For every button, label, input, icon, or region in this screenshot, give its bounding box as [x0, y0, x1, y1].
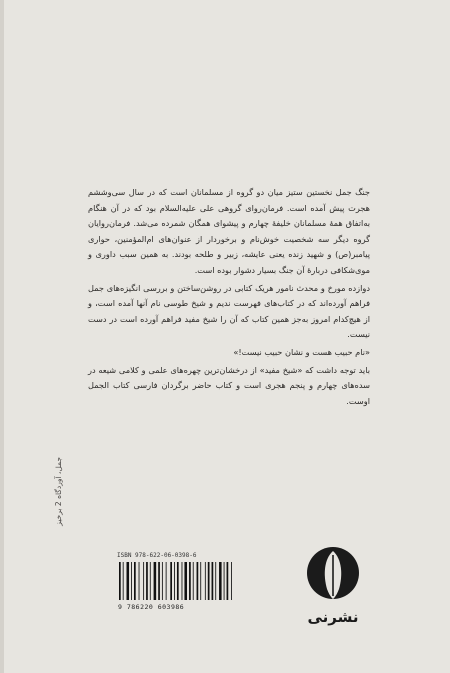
barcode-bar	[182, 562, 183, 600]
barcode-bar	[127, 562, 130, 600]
barcode-bar	[150, 562, 151, 600]
barcode-bar	[119, 562, 121, 600]
barcode-digits: 9 786220 603986	[118, 603, 185, 611]
barcode-bar	[184, 562, 187, 600]
barcode-bar	[166, 562, 167, 600]
barcode-bar	[174, 562, 175, 600]
barcode-bar	[200, 562, 201, 600]
barcode-bar	[227, 562, 229, 600]
barcode-bar	[143, 562, 144, 600]
barcode-bar	[193, 562, 194, 600]
barcode-bar	[224, 562, 225, 600]
barcode-bar	[231, 562, 232, 600]
blurb-paragraph-1: جنگ جمل نخستین ستیز میان دو گروه از مسلمانان است که در سال سی‌وششم هجرت پیش آمده است. فرمان‌روای گروهی علی علیه‌السلام بود که در آن هنگام به‌اتفاق همهٔ مسلمانان خلیفهٔ چهارم و پیشوای همگان شمرده می‌شد. فرمان‌روایان گروه دیگر سه شخصیت خوش‌نام و برخوردار از عنوان‌های ام‌المؤمنین، حواری پیامبر(ص) و شهید زنده یعنی عایشه، زبیر و طلحه بودند. به همین سبب داوری و موی‌شکافی دربارهٔ آن جنگ بسیار دشوار بوده است.	[88, 187, 370, 275]
barcode-bar	[134, 562, 136, 600]
blurb-paragraph-2: دوازده مورخ و محدث نامور هریک کتابی در روشن‌ساختن و بررسی انگیزه‌های جمل فراهم آورده‌اند که در کتاب‌های فهرست ندیم و شیخ طوسی نام آنها آمده است، و از هیچ‌کدام امروز به‌جز همین کتاب که آن را شیخ مفید فراهم آورده است در دست نیست.	[88, 282, 370, 340]
isbn-label: ISBN 978-622-06-0398-6	[117, 552, 197, 559]
vertical-series-text: جمل، آوردگاه 2 برخیز	[54, 457, 63, 526]
barcode-bar	[208, 562, 210, 600]
blurb-text	[88, 185, 370, 411]
barcode-bar	[170, 562, 172, 600]
barcode-bar	[177, 562, 179, 600]
barcode-bar	[212, 562, 214, 600]
barcode-bar	[162, 562, 163, 600]
spine-edge	[0, 0, 4, 673]
barcode-bar	[197, 562, 199, 600]
barcode-bar	[215, 562, 216, 600]
barcode-bar	[131, 562, 132, 600]
barcode-bar	[139, 562, 140, 600]
barcode-bar	[123, 562, 124, 600]
blurb-paragraph-3: باید توجه داشت که «شیخ مفید» از درخشان‌ترین چهره‌های علمی و کلامی شیعه در سده‌های چهارم و پنجم هجری است و کتاب حاضر برگردان فارسی کتاب الجمل اوست.	[88, 364, 370, 406]
barcode-bar	[205, 562, 206, 600]
barcode-bar	[158, 562, 160, 600]
blurb-quote: «نام حبیب هست و نشان حبیب نیست!»	[233, 346, 370, 357]
barcode-bar	[154, 562, 157, 600]
barcode-bar	[219, 562, 222, 600]
barcode-bar	[189, 562, 191, 600]
publisher-name: نشرنی	[307, 608, 359, 626]
barcode	[117, 562, 235, 602]
barcode-bar	[146, 562, 148, 600]
